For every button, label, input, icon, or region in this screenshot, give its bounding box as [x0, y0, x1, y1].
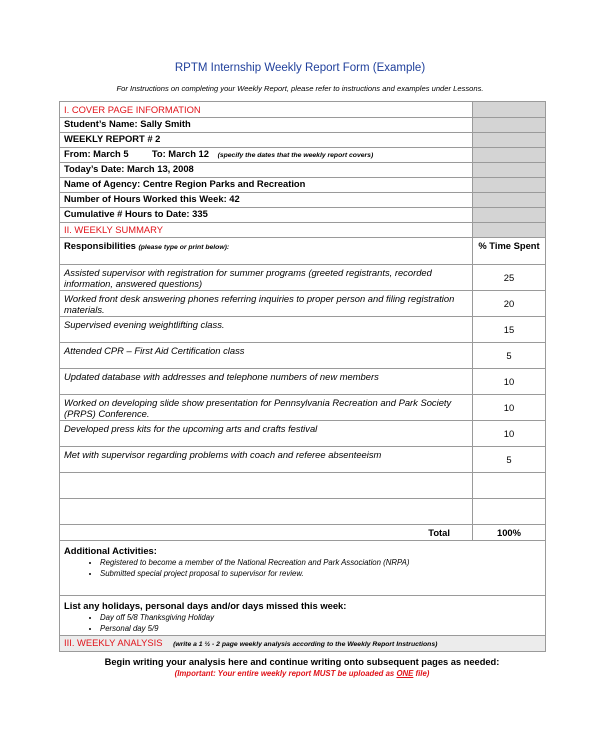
list-item: • Registered to become a member of the National Recreation and Park Association (NRPA): [100, 558, 541, 569]
section1-heading: I. COVER PAGE INFORMATION: [60, 102, 473, 118]
task-pct-4: 5: [473, 343, 546, 369]
form-title: RPTM Internship Weekly Report Form (Example): [174, 62, 426, 74]
task-row-3: Supervised evening weightlifting class.: [60, 317, 473, 343]
task-row-9: [60, 473, 473, 499]
holidays-list: [64, 613, 541, 635]
task-pct-1: 25: [473, 265, 546, 291]
upload-warning-emphasis: ONE: [396, 669, 414, 678]
task-row-1: Assisted supervisor with registration for summer programs (greeted registrants, recorded information, answered questions): [60, 265, 473, 291]
task-pct-3: 15: [473, 317, 546, 343]
task-pct-6: 10: [473, 395, 546, 421]
task-pct-9: [473, 473, 546, 499]
total-value: 100%: [473, 525, 546, 541]
todays-date-field: Today’s Date: March 13, 2008: [60, 163, 473, 178]
task-row-6: Worked on developing slide show presentation for Pennsylvania Recreation and Park Society (PRPS) Conference.: [60, 395, 473, 421]
holidays-heading: List any holidays, personal days and/or days missed this week:: [64, 600, 347, 611]
section2-heading: II. WEEKLY SUMMARY: [60, 223, 473, 238]
task-pct-5: 10: [473, 369, 546, 395]
task-pct-8: 5: [473, 447, 546, 473]
analysis-instruction: Begin writing your analysis here and continue writing onto subsequent pages as needed:: [104, 657, 500, 667]
hours-week-field: Number of Hours Worked this Week: 42: [60, 193, 473, 208]
section3-note: (write a 1 ½ - 2 page weekly analysis according to the Weekly Report Instructions): [173, 640, 438, 648]
holidays-block: [60, 596, 546, 636]
additional-activities-list: [64, 558, 541, 580]
task-row-5: Updated database with addresses and telephone numbers of new members: [60, 369, 473, 395]
date-range-field: [60, 148, 473, 163]
task-pct-10: [473, 499, 546, 525]
responsibilities-note: (please type or print below):: [138, 244, 230, 251]
task-row-7: Developed press kits for the upcoming arts and crafts festival: [60, 421, 473, 447]
student-name-field: Student’s Name: Sally Smith: [60, 118, 473, 133]
responsibilities-header: [60, 238, 473, 265]
list-item: • Submitted special project proposal to supervisor for review.: [100, 569, 541, 580]
additional-activities-heading: Additional Activities:: [64, 545, 157, 556]
weekly-report-number: WEEKLY REPORT # 2: [60, 133, 473, 148]
time-spent-header: % Time Spent: [473, 238, 546, 265]
upload-warning: [59, 669, 545, 678]
task-row-8: Met with supervisor regarding problems with coach and referee absenteeism: [60, 447, 473, 473]
section3-row: [60, 635, 546, 651]
responsibilities-label: Responsibilities: [64, 240, 136, 251]
task-pct-7: 10: [473, 421, 546, 447]
to-date: To: March 12: [151, 148, 209, 159]
list-item: • Day off 5/8 Thanksgiving Holiday: [100, 613, 541, 624]
instructions-text: For Instructions on completing your Weekly Report, please refer to instructions and examples under Lessons.: [116, 84, 484, 93]
dates-note: (specify the dates that the weekly report covers): [217, 152, 374, 159]
agency-field: Name of Agency: Centre Region Parks and Recreation: [60, 178, 473, 193]
task-row-4: Attended CPR – First Aid Certification class: [60, 343, 473, 369]
task-row-2: Worked front desk answering phones referring inquiries to proper person and filing registration materials.: [60, 291, 473, 317]
upload-warning-pre: (Important: Your entire weekly report MUST be uploaded as: [174, 669, 397, 678]
total-label: Total: [60, 525, 473, 541]
upload-warning-post: file): [413, 669, 430, 678]
list-item: • Personal day 5/9: [100, 624, 541, 635]
additional-activities-block: [60, 541, 546, 596]
task-pct-2: 20: [473, 291, 546, 317]
task-row-10: [60, 499, 473, 525]
from-date: From: March 5: [64, 148, 129, 159]
section3-heading: III. WEEKLY ANALYSIS: [64, 636, 163, 648]
report-form-table: [59, 101, 546, 652]
hours-cumulative-field: Cumulative # Hours to Date: 335: [60, 208, 473, 223]
